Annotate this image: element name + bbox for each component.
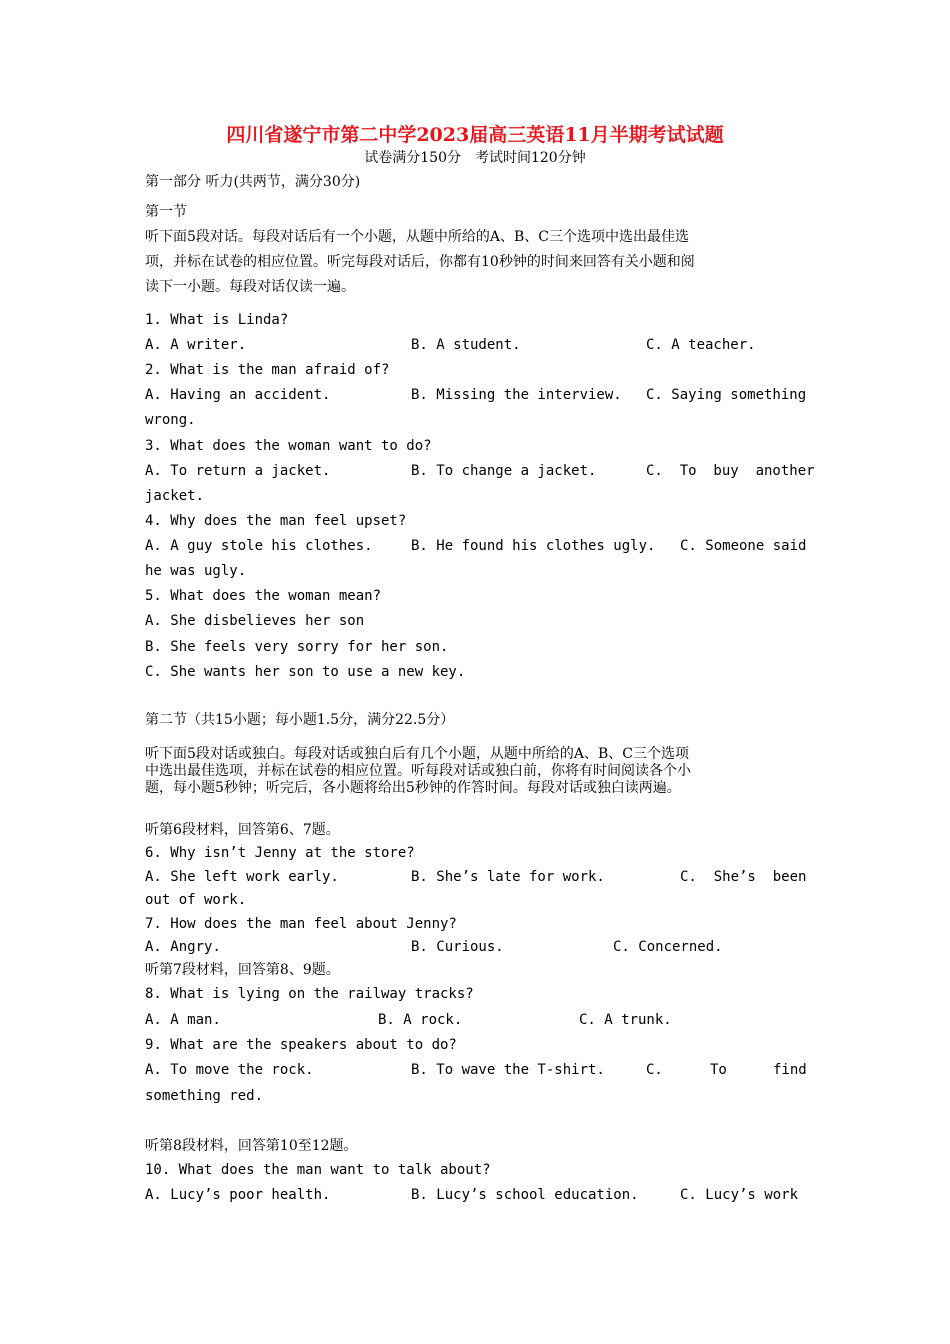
option-c: C. Lucy’s work — [680, 1187, 799, 1203]
question-9: 9. What are the speakers about to do? — [145, 1037, 457, 1053]
material-heading: 听第7段材料，回答第8、9题。 — [145, 962, 340, 978]
part1-heading: 第一部分 听力(共两节，满分30分) — [145, 174, 361, 190]
option-continuation: wrong. — [145, 412, 196, 428]
section1-directions-line: 听下面5段对话。每段对话后有一个小题，从题中所给的A、B、C三个选项中选出最佳选 — [145, 229, 690, 245]
option-a: A. A writer. — [145, 337, 247, 353]
option-a: A. She left work early. — [145, 869, 339, 885]
section1-directions-line: 项，并标在试卷的相应位置。听完每段对话后，你都有10秒钟的时间来回答有关小题和阅 — [145, 254, 695, 270]
section2-heading: 第二节（共15小题；每小题1.5分，满分22.5分） — [145, 712, 455, 728]
option-b: B. She feels very sorry for her son. — [145, 639, 449, 655]
option-a: A. To move the rock. — [145, 1062, 314, 1078]
question-7: 7. How does the man feel about Jenny? — [145, 916, 457, 932]
question-5: 5. What does the woman mean? — [145, 588, 382, 604]
option-c: C. She’s been — [680, 869, 807, 885]
question-4: 4. Why does the man feel upset? — [145, 513, 407, 529]
option-b: B. Lucy’s school education. — [411, 1187, 639, 1203]
exam-title: 四川省遂宁市第二中学2023届高三英语11月半期考试试题 — [226, 124, 724, 146]
question-6: 6. Why isn’t Jenny at the store? — [145, 845, 415, 861]
option-continuation: jacket. — [145, 488, 205, 504]
question-10-options — [145, 1186, 810, 1276]
option-a: A. Lucy’s poor health. — [145, 1187, 331, 1203]
option-a: A. A man. — [145, 1012, 221, 1028]
option-continuation: out of work. — [145, 892, 247, 908]
option-b: B. A student. — [411, 337, 521, 353]
option-b: B. Missing the interview. — [411, 387, 622, 403]
option-a: A. Angry. — [145, 939, 221, 955]
option-b: B. To change a jacket. — [411, 463, 597, 479]
option-c: C. Someone said — [680, 538, 807, 554]
option-b: B. Curious. — [411, 939, 504, 955]
option-c: To — [710, 1062, 727, 1078]
option-c: C. Concerned. — [613, 939, 723, 955]
option-b: B. To wave the T-shirt. — [411, 1062, 605, 1078]
option-a: A. Having an accident. — [145, 387, 331, 403]
option-c: C. To buy another — [646, 463, 815, 479]
question-10: 10. What does the man want to talk about? — [145, 1162, 491, 1178]
option-a: A. To return a jacket. — [145, 463, 331, 479]
option-a: A. She disbelieves her son — [145, 613, 365, 629]
section1-directions-line: 读下一小题。每段对话仅读一遍。 — [145, 279, 355, 295]
option-c: C. She wants her son to use a new key. — [145, 664, 466, 680]
question-3: 3. What does the woman want to do? — [145, 438, 432, 454]
option-b: B. A rock. — [378, 1012, 463, 1028]
option-c: find — [773, 1062, 807, 1078]
option-continuation: he was ugly. — [145, 563, 247, 579]
option-c: C. — [646, 1062, 663, 1078]
exam-subtitle: 试卷满分150分 考试时间120分钟 — [364, 150, 586, 166]
section1-heading: 第一节 — [145, 204, 187, 220]
option-b: B. She’s late for work. — [411, 869, 605, 885]
question-1: 1. What is Linda? — [145, 312, 289, 328]
option-b: B. He found his clothes ugly. — [411, 538, 656, 554]
section2-directions-line: 听下面5段对话或独白。每段对话或独白后有几个小题，从题中所给的A、B、C三个选项 — [145, 746, 690, 762]
option-c: C. A teacher. — [646, 337, 756, 353]
option-a: A. A guy stole his clothes. — [145, 538, 373, 554]
material-heading: 听第8段材料，回答第10至12题。 — [145, 1138, 358, 1154]
option-c: C. A trunk. — [579, 1012, 672, 1028]
material-heading: 听第6段材料，回答第6、7题。 — [145, 822, 340, 838]
section2-directions-line: 题，每小题5秒钟；听完后，各小题将给出5秒钟的作答时间。每段对话或独白读两遍。 — [145, 780, 681, 796]
question-2: 2. What is the man afraid of? — [145, 362, 390, 378]
option-continuation: something red. — [145, 1088, 264, 1104]
question-8: 8. What is lying on the railway tracks? — [145, 986, 474, 1002]
option-c: C. Saying something — [646, 387, 807, 403]
section2-directions-line: 中选出最佳选项，并标在试卷的相应位置。听每段对话或独白前，你将有时间阅读各个小 — [145, 763, 691, 779]
